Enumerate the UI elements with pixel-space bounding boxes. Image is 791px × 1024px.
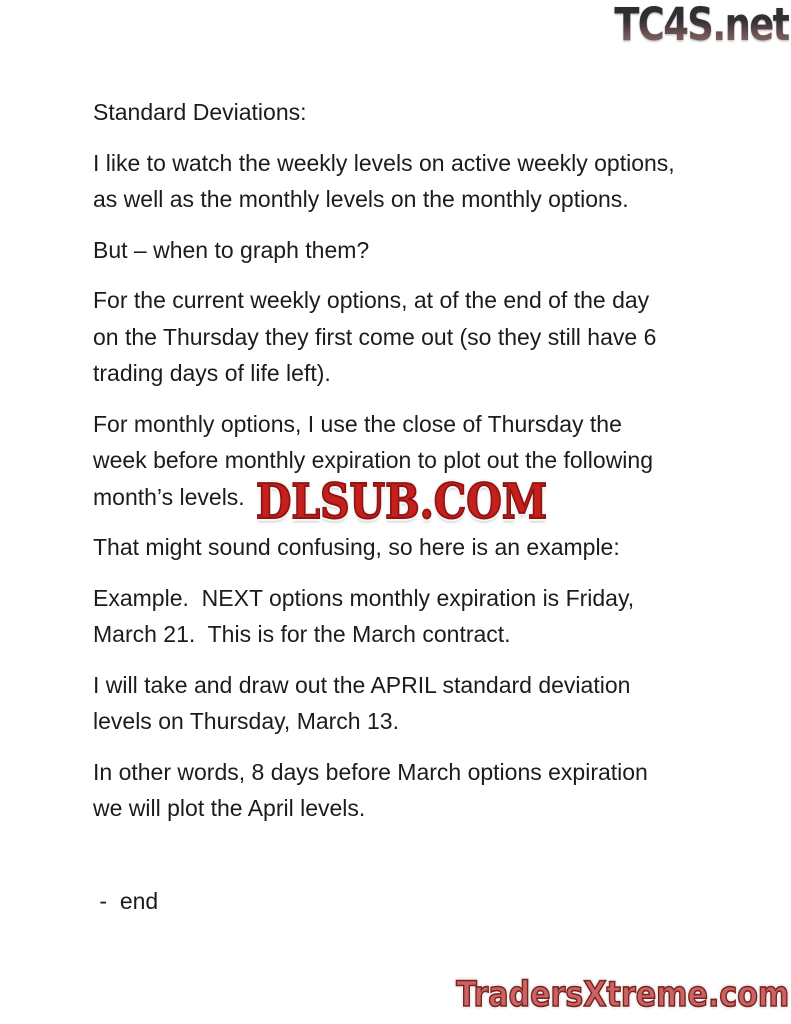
tradersxtreme-footer-logo: TradersXtreme.com (455, 975, 789, 1015)
text-line: For the current weekly options, at of the end of the day (93, 287, 650, 313)
text-line: as well as the monthly levels on the monthly options. (93, 186, 629, 212)
text-line: week before monthly expiration to plot out the following (93, 447, 653, 473)
paragraph (93, 667, 733, 740)
text-line: trading days of life left). (93, 360, 331, 386)
paragraph (93, 529, 733, 566)
text-line: I like to watch the weekly levels on active weekly options, (93, 149, 675, 176)
paragraph (93, 754, 733, 827)
text-line: March 21. This is for the March contract. (93, 621, 511, 647)
text-line: on the Thursday they first come out (so they still have 6 (93, 323, 657, 350)
text-line: levels on Thursday, March 13. (93, 708, 399, 734)
blank-paragraph-spacer (93, 841, 733, 883)
paragraph-heading (93, 94, 733, 131)
text-line: I will take and draw out the APRIL standard deviation (93, 671, 631, 698)
text-line: In other words, 8 days before March options expiration (93, 758, 648, 785)
paragraph (93, 232, 733, 269)
dlsub-watermark: DLSUB.COM (256, 474, 547, 530)
text-line: we will plot the April levels. (93, 795, 366, 821)
paragraph (93, 145, 733, 218)
paragraph (93, 580, 733, 653)
text-line: Standard Deviations: (93, 99, 307, 125)
text-line: Example. NEXT options monthly expiration is Friday, (93, 584, 635, 611)
paragraph (93, 282, 733, 392)
text-line: But – when to graph them? (93, 236, 370, 263)
text-line: For monthly options, I use the close of Thursday the (93, 410, 622, 437)
tc4s-site-logo: TC4S.net (614, 0, 789, 51)
text-line: - end (93, 887, 159, 914)
text-line: month’s levels. (93, 483, 245, 510)
paragraph-end-marker (93, 883, 733, 920)
text-line: That might sound confusing, so here is an example: (93, 534, 620, 560)
